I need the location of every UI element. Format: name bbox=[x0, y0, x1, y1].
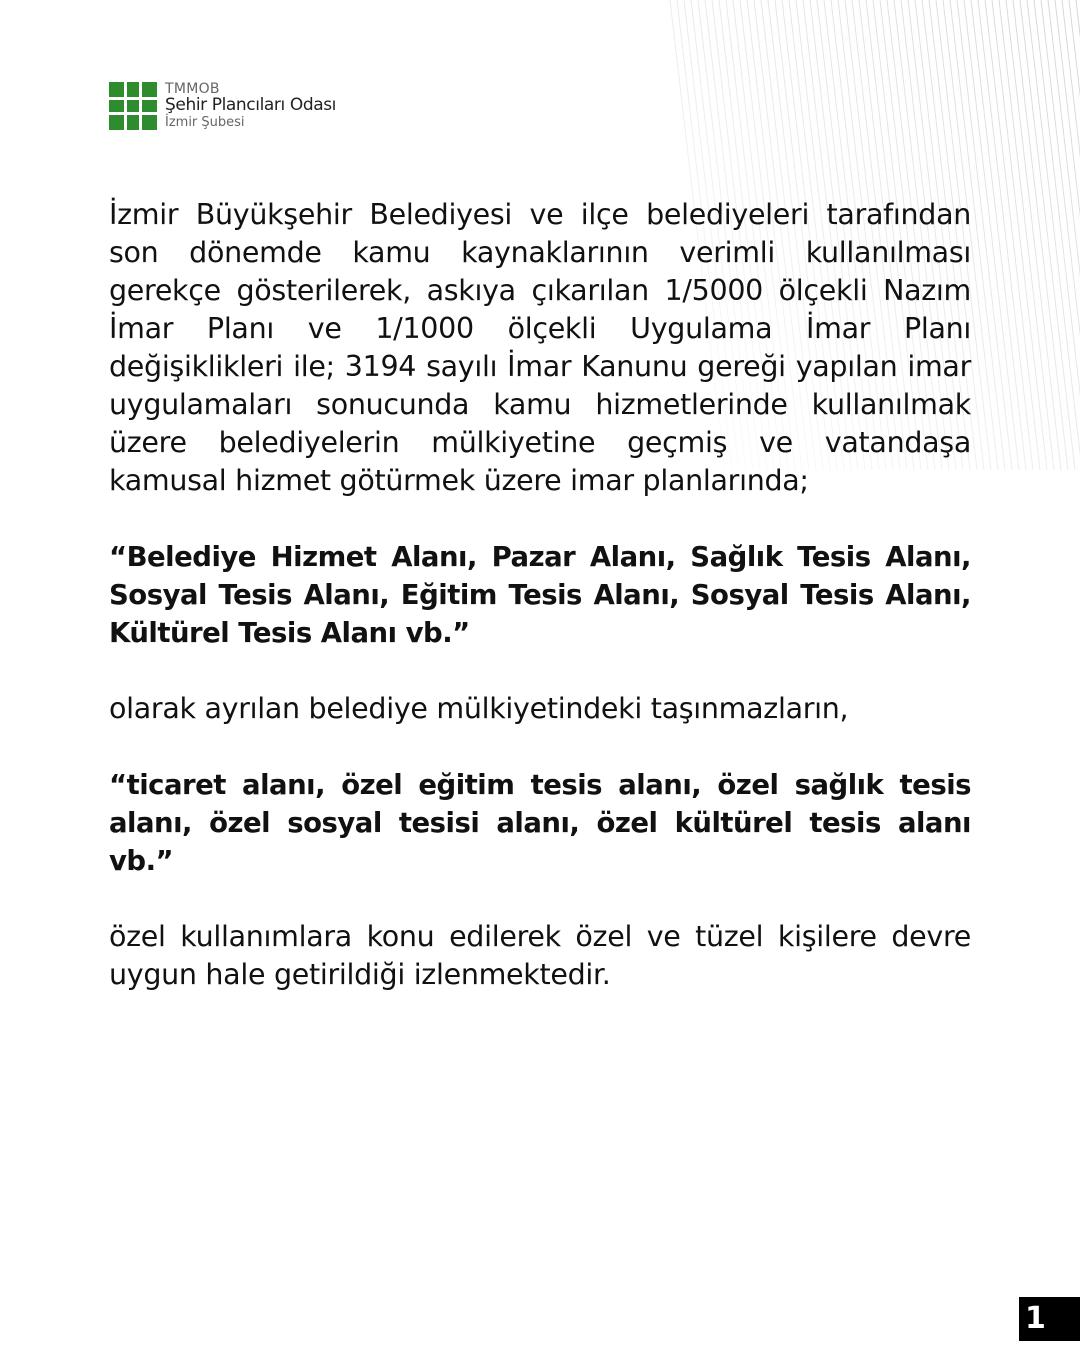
transition-paragraph: olarak ayrılan belediye mülkiyetindeki taşınmazların, bbox=[109, 692, 849, 725]
intro-paragraph: İzmir Büyükşehir Belediyesi ve ilçe belediyeleri tarafından son dönemde kamu kaynaklarının verimli kullanılması gerekçe gösterilerek, askıya çıkarılan 1/5000 ölçekli Nazım İmar Planı ve 1/1000 ölçekli Uygulama İmar Planı değişiklikleri ile; 3194 sayılı İmar Kanunu gereği yapılan imar uygulamaları sonucunda kamu hizmetlerinde kullanılmak üzere belediyelerin mülkiyetine geçmiş ve vatandaşa kamusal hizmet götürmek üzere imar planlarında; bbox=[109, 198, 971, 497]
logo-org-name: TMMOB bbox=[165, 81, 220, 97]
logo-grid-icon bbox=[109, 82, 157, 130]
logo-branch-name: İzmir Şubesi bbox=[165, 115, 245, 130]
statement-body bbox=[109, 196, 971, 1032]
public-use-list-quote: “Belediye Hizmet Alanı, Pazar Alanı, Sağlık Tesis Alanı, Sosyal Tesis Alanı, Eğitim Tesis Alanı, Sosyal Tesis Alanı, Kültürel Tesis Alanı vb.” bbox=[109, 541, 971, 649]
page-number-badge: 1 bbox=[1019, 1297, 1080, 1341]
logo-chamber-name: Şehir Plancıları Odası bbox=[165, 95, 337, 115]
private-use-list-quote: “ticaret alanı, özel eğitim tesis alanı, özel sağlık tesis alanı, özel sosyal tesisi alanı, özel kültürel tesis alanı vb.” bbox=[109, 769, 971, 877]
conclusion-paragraph: özel kullanımlara konu edilerek özel ve tüzel kişilere devre uygun hale getirildiği izlenmektedir. bbox=[109, 920, 971, 991]
organization-logo bbox=[109, 82, 336, 132]
